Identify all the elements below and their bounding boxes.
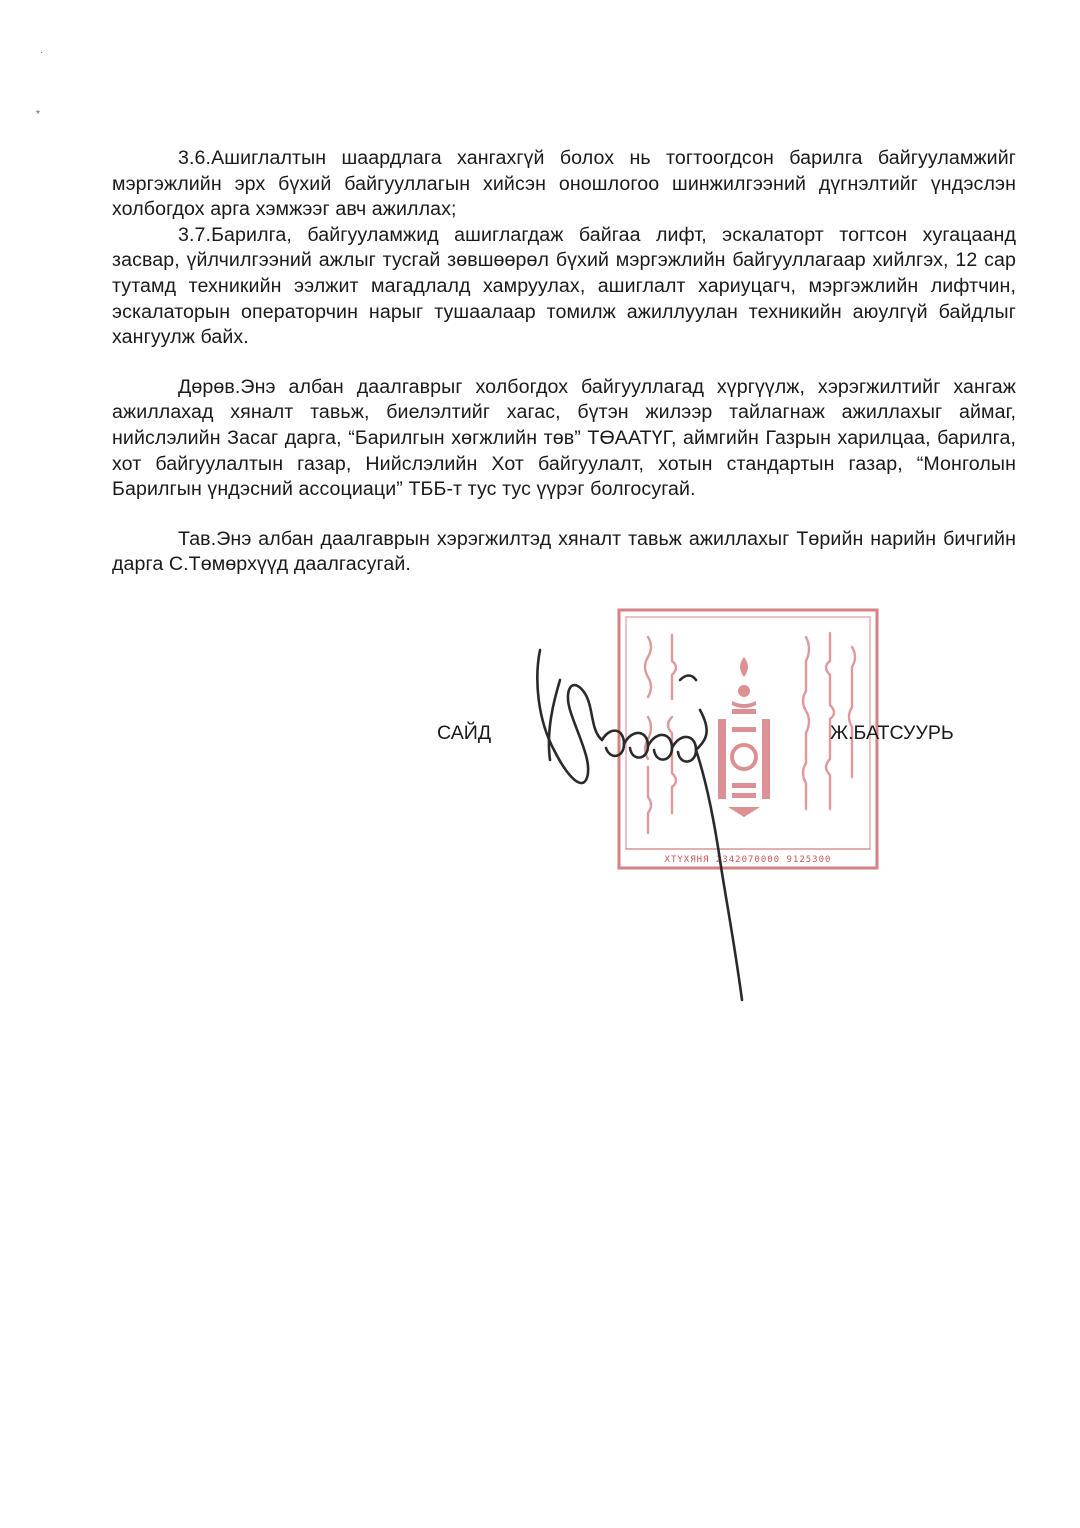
stamp-footer-text: ХТҮХЯНЯ 2342070000 9125300 — [664, 855, 832, 865]
signature-icon — [520, 640, 820, 1010]
paragraph-four: Дөрөв.Энэ албан даалгаврыг холбогдох байгууллагад хүргүүлж, хэрэгжилтийг хангаж ажиллахад хяналт тавьж, биелэлтийг хагас, бүтэн жилээр тайлагнаж ажиллахыг аймаг, нийслэлийн Засаг дарга, “Барилгын хөгжлийн төв” ТӨААТҮГ, аймгийн Газрын харилцаа, барилга, хот байгуулалтын газар, Нийслэлийн Хот байгуулалт, хотын стандартын газар, “Монголын Барилгын үндэсний ассоциаци” ТББ-т тус тус үүрэг болгосугай. — [112, 375, 1016, 501]
paragraph-3-6: 3.6.Ашиглалтын шаардлага хангахгүй болох нь тогтоогдсон барилга байгууламжийг мэргэжлийн эрх бүхий байгууллагын хийсэн оношлогоо шинжилгээний дүгнэлтийг үндэслэн холбогдох арга хэмжээг авч ажиллах; — [112, 147, 1016, 221]
paragraph-five: Тав.Энэ албан даалгаврын хэрэгжилтэд хяналт тавьж ажиллахыг Төрийн нарийн бичгийн дарга С.Төмөрхүүд даалгасугай. — [112, 527, 1016, 576]
signature-block — [0, 720, 1080, 750]
paragraph-3-7: 3.7.Барилга, байгууламжид ашиглагдаж байгаа лифт, эскалаторт тогтсон хугацаанд засвар, үйлчилгээний ажлыг тусгай зөвшөөрөл бүхий мэргэжлийн байгууллагаар хийлгэх, 12 сар тутамд техникийн ээлжит магадлалд хамруулах, ашиглалт хариуцагч, мэргэжлийн лифтчин, эскалаторын операторчин нарыг тушаалаар томилж ажиллуулан техникийн аюулгүй байдлыг хангуулж байх. — [112, 223, 1016, 349]
signer-name: Ж.БАТСУУРЬ — [830, 722, 954, 744]
document-body — [112, 146, 1016, 578]
signer-title: САЙД — [437, 722, 492, 744]
scan-speck: · — [40, 47, 44, 58]
scan-speck: * — [36, 109, 40, 120]
